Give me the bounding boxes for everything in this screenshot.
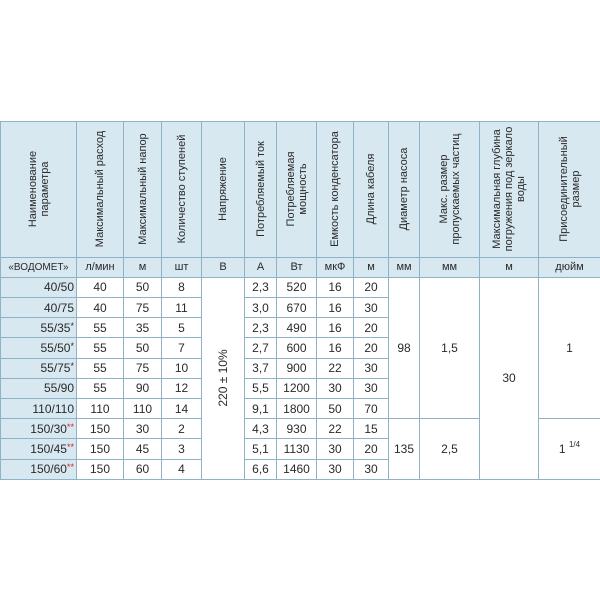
cell-power: 670 [277,297,317,317]
depth-merged-cell: 30 [480,277,539,479]
cell-stages: 11 [162,297,202,317]
cell-capacitor: 22 [317,358,354,378]
spec-table [0,121,600,480]
connection-b: 1 $^{1/4}$ [539,419,600,480]
cell-capacitor: 50 [317,399,354,419]
cell-cable: 20 [354,277,389,297]
cell-power: 930 [277,419,317,439]
cell-power: 1130 [277,439,317,459]
unit-cell: мм [420,257,480,277]
cell-power: 900 [277,358,317,378]
cell-capacitor: 30 [317,439,354,459]
model-name: 150/45** [1,439,77,459]
cell-current: 6,6 [245,459,277,479]
cell-current: 5,5 [245,378,277,398]
cell-current: 2,3 [245,318,277,338]
cell-stages: 12 [162,378,202,398]
cell-stages: 5 [162,318,202,338]
cell-stages: 8 [162,277,202,297]
model-name: 55/50* [1,338,77,358]
cell-head: 50 [124,277,162,297]
model-name: 40/75 [1,297,77,317]
unit-cell: шт [162,257,202,277]
header-stages: Количество ступеней [162,122,202,258]
model-name: 55/35* [1,318,77,338]
diameter-b: 135 [389,419,420,480]
unit-cell: Вт [277,257,317,277]
cell-cable: 30 [354,378,389,398]
cell-capacitor: 16 [317,297,354,317]
voltage-value: 220 ± 10% [216,349,230,408]
cell-flow: 40 [77,277,124,297]
cell-current: 2,7 [245,338,277,358]
header-flow: Максимальный расход [77,122,124,258]
cell-current: 3,7 [245,358,277,378]
cell-capacitor: 16 [317,277,354,297]
header-diameter: Диаметр насоса [389,122,420,258]
connection-a: 1 [539,277,600,419]
cell-current: 4,3 [245,419,277,439]
cell-flow: 55 [77,318,124,338]
cell-stages: 14 [162,399,202,419]
model-name: 55/75* [1,358,77,378]
cell-capacitor: 16 [317,338,354,358]
cell-flow: 150 [77,439,124,459]
unit-cell: л/мин [77,257,124,277]
cell-power: 1800 [277,399,317,419]
voltage-merged-cell [202,277,245,479]
cell-stages: 7 [162,338,202,358]
cell-cable: 20 [354,318,389,338]
cell-flow: 150 [77,459,124,479]
cell-head: 110 [124,399,162,419]
model-name: 150/60** [1,459,77,479]
cell-head: 60 [124,459,162,479]
units-row [1,257,600,277]
header-row [1,122,600,258]
cell-cable: 70 [354,399,389,419]
unit-cell: мм [389,257,420,277]
unit-cell: м [354,257,389,277]
cell-power: 520 [277,277,317,297]
header-depth: Максимальная глубина погружения под зеркало воды [480,122,539,258]
cell-capacitor: 30 [317,378,354,398]
particles-b: 2,5 [420,419,480,480]
cell-head: 45 [124,439,162,459]
cell-current: 3,0 [245,297,277,317]
header-connection: Присоединительный размер [539,122,600,258]
cell-capacitor: 30 [317,459,354,479]
cell-cable: 20 [354,338,389,358]
cell-cable: 30 [354,459,389,479]
cell-stages: 2 [162,419,202,439]
header-particles: Макс. размер пропускаемых частиц [420,122,480,258]
cell-head: 50 [124,338,162,358]
header-cable: Длина кабеля [354,122,389,258]
cell-head: 75 [124,358,162,378]
unit-cell: м [124,257,162,277]
cell-cable: 30 [354,297,389,317]
cell-current: 9,1 [245,399,277,419]
cell-head: 75 [124,297,162,317]
header-voltage: Напряжение [202,122,245,258]
cell-power: 490 [277,318,317,338]
particles-a: 1,5 [420,277,480,419]
model-name: 55/90 [1,378,77,398]
header-current: Потребляемый ток [245,122,277,258]
cell-cable: 20 [354,439,389,459]
cell-power: 600 [277,338,317,358]
cell-current: 5,1 [245,439,277,459]
header-power: Потребляемая мощность [277,122,317,258]
unit-cell: «ВОДОМЕТ» [1,257,77,277]
cell-stages: 10 [162,358,202,378]
cell-flow: 40 [77,297,124,317]
cell-stages: 3 [162,439,202,459]
cell-cable: 15 [354,419,389,439]
cell-stages: 4 [162,459,202,479]
cell-capacitor: 16 [317,318,354,338]
unit-cell: А [245,257,277,277]
cell-power: 1200 [277,378,317,398]
table-row [1,277,600,297]
header-capacitor: Емкость конденсатора [317,122,354,258]
unit-cell: В [202,257,245,277]
model-name: 110/110 [1,399,77,419]
model-name: 40/50 [1,277,77,297]
unit-cell: дюйм [539,257,600,277]
cell-flow: 55 [77,358,124,378]
header-head: Максимальный напор [124,122,162,258]
cell-power: 1460 [277,459,317,479]
cell-head: 30 [124,419,162,439]
cell-head: 90 [124,378,162,398]
cell-flow: 55 [77,338,124,358]
cell-flow: 110 [77,399,124,419]
unit-cell: м [480,257,539,277]
diameter-a: 98 [389,277,420,419]
cell-flow: 150 [77,419,124,439]
cell-current: 2,3 [245,277,277,297]
cell-head: 35 [124,318,162,338]
cell-capacitor: 22 [317,419,354,439]
header-name: Наименование параметра [1,122,77,258]
cell-flow: 55 [77,378,124,398]
unit-cell: мкФ [317,257,354,277]
model-name: 150/30** [1,419,77,439]
cell-cable: 30 [354,358,389,378]
